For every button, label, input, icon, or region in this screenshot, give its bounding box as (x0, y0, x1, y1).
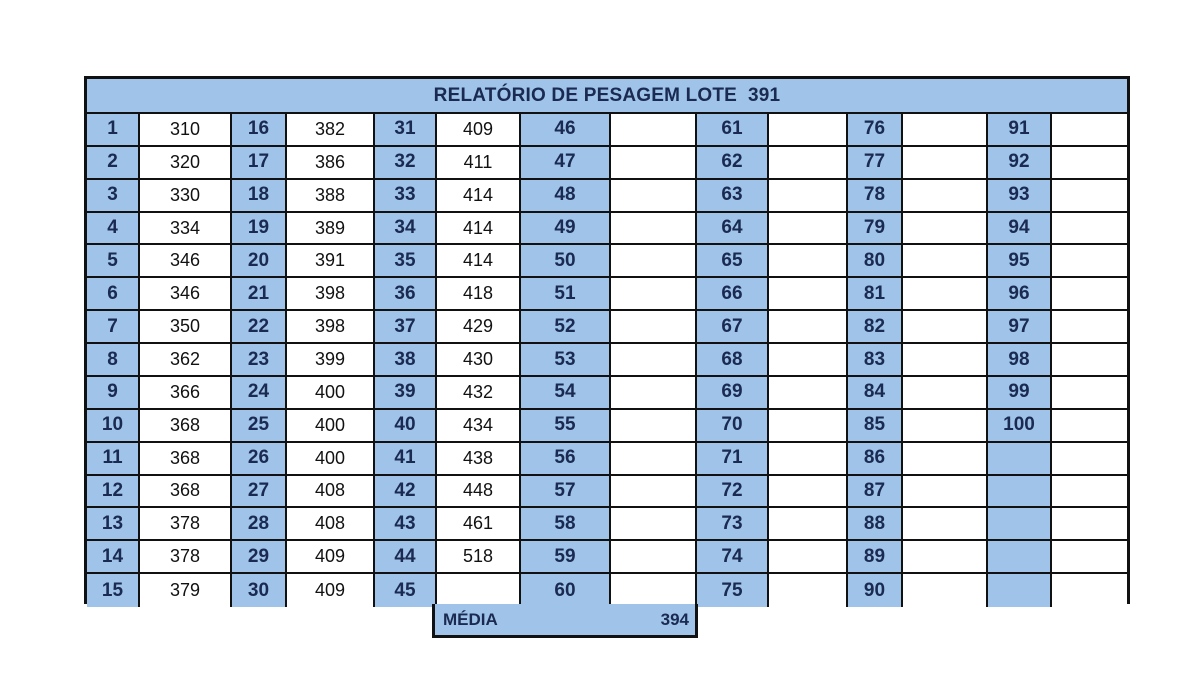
lot-number-cell: 48 (521, 180, 611, 213)
weight-value-cell (903, 476, 988, 509)
weight-value-cell: 350 (140, 311, 232, 344)
weight-value-cell (611, 377, 697, 410)
lot-number-cell: 34 (375, 213, 437, 246)
weight-value-cell (1052, 344, 1127, 377)
lot-number-cell: 28 (232, 508, 287, 541)
lot-number-cell: 99 (988, 377, 1052, 410)
lot-number-cell: 75 (697, 574, 769, 607)
weight-value-cell: 448 (437, 476, 521, 509)
lot-number-cell: 79 (848, 213, 903, 246)
lot-number-cell: 43 (375, 508, 437, 541)
lot-number-cell: 44 (375, 541, 437, 574)
lot-number-cell: 92 (988, 147, 1052, 180)
lot-number-cell: 67 (697, 311, 769, 344)
weight-value-cell (1052, 377, 1127, 410)
weight-value-cell: 398 (287, 311, 375, 344)
weight-value-cell: 382 (287, 114, 375, 147)
weight-value-cell (611, 213, 697, 246)
lot-number-cell: 26 (232, 443, 287, 476)
weight-value-cell (769, 213, 848, 246)
weight-value-cell (611, 147, 697, 180)
lot-number-cell: 55 (521, 410, 611, 443)
weight-value-cell (611, 344, 697, 377)
lot-number-cell: 18 (232, 180, 287, 213)
weight-value-cell (1052, 114, 1127, 147)
lot-number-cell: 22 (232, 311, 287, 344)
weight-value-cell: 346 (140, 278, 232, 311)
lot-number-cell: 5 (87, 245, 140, 278)
lot-number-cell: 36 (375, 278, 437, 311)
weight-value-cell (1052, 574, 1127, 607)
lot-number-cell: 95 (988, 245, 1052, 278)
lot-number-cell: 27 (232, 476, 287, 509)
weight-value-cell (611, 476, 697, 509)
lot-number-cell: 62 (697, 147, 769, 180)
weight-value-cell: 320 (140, 147, 232, 180)
lot-number-cell: 68 (697, 344, 769, 377)
weight-value-cell (903, 147, 988, 180)
lot-number-cell: 30 (232, 574, 287, 607)
report-title: RELATÓRIO DE PESAGEM LOTE 391 (87, 79, 1127, 114)
lot-number-cell: 76 (848, 114, 903, 147)
weight-value-cell (769, 377, 848, 410)
lot-number-cell: 78 (848, 180, 903, 213)
lot-number-cell: 71 (697, 443, 769, 476)
weight-value-cell: 346 (140, 245, 232, 278)
weight-value-cell: 400 (287, 410, 375, 443)
lot-number-cell: 91 (988, 114, 1052, 147)
weight-value-cell: 430 (437, 344, 521, 377)
lot-number-cell: 70 (697, 410, 769, 443)
weight-value-cell (769, 508, 848, 541)
lot-number-cell: 85 (848, 410, 903, 443)
lot-number-cell: 53 (521, 344, 611, 377)
weight-value-cell: 398 (287, 278, 375, 311)
lot-number-cell: 84 (848, 377, 903, 410)
lot-number-cell: 14 (87, 541, 140, 574)
lot-number-cell: 80 (848, 245, 903, 278)
weight-value-cell (611, 245, 697, 278)
weight-value-cell (903, 541, 988, 574)
lot-number-cell: 65 (697, 245, 769, 278)
weight-value-cell (769, 147, 848, 180)
lot-number-cell: 90 (848, 574, 903, 607)
lot-number-cell: 100 (988, 410, 1052, 443)
lot-number-cell: 93 (988, 180, 1052, 213)
weight-value-cell (769, 476, 848, 509)
weight-value-cell (769, 344, 848, 377)
lot-number-cell: 42 (375, 476, 437, 509)
lot-number-cell: 54 (521, 377, 611, 410)
lot-number-cell: 66 (697, 278, 769, 311)
weight-value-cell (903, 213, 988, 246)
lot-number-cell: 41 (375, 443, 437, 476)
weight-value-cell: 408 (287, 476, 375, 509)
lot-number-cell: 81 (848, 278, 903, 311)
lot-number-cell: 98 (988, 344, 1052, 377)
weight-value-cell: 400 (287, 443, 375, 476)
lot-number-cell: 49 (521, 213, 611, 246)
lot-number-cell: 51 (521, 278, 611, 311)
lot-number-cell (988, 508, 1052, 541)
lot-number-cell: 29 (232, 541, 287, 574)
weight-value-cell (611, 574, 697, 607)
lot-number-cell: 52 (521, 311, 611, 344)
weight-value-cell: 409 (287, 574, 375, 607)
weight-value-cell (611, 508, 697, 541)
weight-value-cell: 414 (437, 245, 521, 278)
lot-number-cell: 69 (697, 377, 769, 410)
weight-value-cell (769, 443, 848, 476)
lot-number-cell: 3 (87, 180, 140, 213)
weight-value-cell: 391 (287, 245, 375, 278)
weight-value-cell (903, 245, 988, 278)
weight-value-cell (1052, 213, 1127, 246)
lot-number-cell: 94 (988, 213, 1052, 246)
lot-number-cell: 73 (697, 508, 769, 541)
weight-value-cell: 368 (140, 476, 232, 509)
lot-number-cell: 83 (848, 344, 903, 377)
lot-number-cell: 97 (988, 311, 1052, 344)
weight-value-cell (769, 574, 848, 607)
lot-number-cell: 7 (87, 311, 140, 344)
lot-number-cell: 39 (375, 377, 437, 410)
lot-number-cell: 72 (697, 476, 769, 509)
lot-number-cell: 12 (87, 476, 140, 509)
lot-number-cell (988, 541, 1052, 574)
weight-value-cell: 388 (287, 180, 375, 213)
lot-number-cell: 96 (988, 278, 1052, 311)
weight-value-cell (769, 541, 848, 574)
weight-value-cell: 368 (140, 443, 232, 476)
weight-value-cell (1052, 278, 1127, 311)
lot-number-cell: 24 (232, 377, 287, 410)
lot-number-cell: 57 (521, 476, 611, 509)
weight-value-cell (1052, 147, 1127, 180)
weight-value-cell: 399 (287, 344, 375, 377)
lot-number-cell: 58 (521, 508, 611, 541)
weight-value-cell (611, 114, 697, 147)
weight-value-cell (1052, 410, 1127, 443)
weighing-report-table (84, 76, 1130, 604)
weight-value-cell: 400 (287, 377, 375, 410)
lot-number-cell: 15 (87, 574, 140, 607)
weight-value-cell: 408 (287, 508, 375, 541)
lot-number-cell (988, 476, 1052, 509)
lot-number-cell: 10 (87, 410, 140, 443)
weight-value-cell (903, 443, 988, 476)
lot-number-cell: 59 (521, 541, 611, 574)
weight-value-cell (437, 574, 521, 607)
lot-number-cell: 45 (375, 574, 437, 607)
lot-number-cell: 40 (375, 410, 437, 443)
weight-value-cell (611, 541, 697, 574)
weight-value-cell (1052, 541, 1127, 574)
lot-number-cell: 31 (375, 114, 437, 147)
weight-value-cell (769, 410, 848, 443)
lot-number-cell: 2 (87, 147, 140, 180)
lot-number-cell: 89 (848, 541, 903, 574)
weight-value-cell: 368 (140, 410, 232, 443)
weight-value-cell (611, 278, 697, 311)
average-label: MÉDIA (443, 609, 498, 629)
lot-number-cell: 74 (697, 541, 769, 574)
weight-value-cell: 461 (437, 508, 521, 541)
lot-number-cell: 23 (232, 344, 287, 377)
lot-number-cell: 38 (375, 344, 437, 377)
weight-value-cell: 429 (437, 311, 521, 344)
lot-number-cell: 35 (375, 245, 437, 278)
weight-value-cell: 379 (140, 574, 232, 607)
lot-number-cell: 61 (697, 114, 769, 147)
weight-value-cell (903, 377, 988, 410)
lot-number-cell: 6 (87, 278, 140, 311)
weight-value-cell (1052, 476, 1127, 509)
weight-value-cell: 418 (437, 278, 521, 311)
lot-number-cell: 64 (697, 213, 769, 246)
weight-value-cell: 386 (287, 147, 375, 180)
weight-value-cell (903, 114, 988, 147)
lot-number-cell: 32 (375, 147, 437, 180)
lot-number-cell: 20 (232, 245, 287, 278)
weight-value-cell: 438 (437, 443, 521, 476)
weight-value-cell (1052, 311, 1127, 344)
lot-number-cell: 21 (232, 278, 287, 311)
lot-number-cell (988, 443, 1052, 476)
lot-number-cell: 47 (521, 147, 611, 180)
weight-value-cell (903, 278, 988, 311)
weight-value-cell (903, 574, 988, 607)
weight-value-cell (903, 311, 988, 344)
lot-number-cell: 4 (87, 213, 140, 246)
weight-value-cell (769, 180, 848, 213)
weight-value-cell: 310 (140, 114, 232, 147)
lot-number-cell: 13 (87, 508, 140, 541)
weight-value-cell (1052, 245, 1127, 278)
lot-number-cell (988, 574, 1052, 607)
lot-number-cell: 33 (375, 180, 437, 213)
weight-value-cell (611, 180, 697, 213)
average-value: 394 (660, 609, 689, 629)
lot-number-cell: 77 (848, 147, 903, 180)
weight-value-cell: 414 (437, 180, 521, 213)
lot-number-cell: 16 (232, 114, 287, 147)
weight-value-cell (903, 180, 988, 213)
weight-value-cell: 409 (287, 541, 375, 574)
weight-value-cell (1052, 443, 1127, 476)
weight-value-cell: 334 (140, 213, 232, 246)
lot-number-cell: 17 (232, 147, 287, 180)
weight-value-cell (769, 278, 848, 311)
lot-number-cell: 50 (521, 245, 611, 278)
lot-number-cell: 88 (848, 508, 903, 541)
lot-number-cell: 37 (375, 311, 437, 344)
lot-number-cell: 87 (848, 476, 903, 509)
lot-number-cell: 56 (521, 443, 611, 476)
lot-number-cell: 86 (848, 443, 903, 476)
weight-value-cell (903, 508, 988, 541)
lot-number-cell: 11 (87, 443, 140, 476)
weight-value-cell: 518 (437, 541, 521, 574)
lot-number-cell: 1 (87, 114, 140, 147)
weight-value-cell (769, 245, 848, 278)
average-box (432, 604, 698, 638)
weight-value-cell: 411 (437, 147, 521, 180)
weight-value-cell (1052, 180, 1127, 213)
weight-value-cell: 378 (140, 541, 232, 574)
lot-number-cell: 82 (848, 311, 903, 344)
lot-number-cell: 60 (521, 574, 611, 607)
weight-value-cell: 432 (437, 377, 521, 410)
weight-value-cell: 378 (140, 508, 232, 541)
lot-number-cell: 63 (697, 180, 769, 213)
lot-number-cell: 46 (521, 114, 611, 147)
weight-value-cell: 389 (287, 213, 375, 246)
weight-value-cell: 434 (437, 410, 521, 443)
lot-number-cell: 19 (232, 213, 287, 246)
lot-number-cell: 8 (87, 344, 140, 377)
weight-value-cell (1052, 508, 1127, 541)
lot-number-cell: 9 (87, 377, 140, 410)
weight-value-cell (611, 443, 697, 476)
weight-value-cell (769, 311, 848, 344)
lot-number-cell: 25 (232, 410, 287, 443)
weight-value-cell: 362 (140, 344, 232, 377)
weight-value-cell: 409 (437, 114, 521, 147)
weight-value-cell (903, 344, 988, 377)
weight-value-cell (903, 410, 988, 443)
weight-value-cell: 414 (437, 213, 521, 246)
weight-value-cell: 330 (140, 180, 232, 213)
weight-value-cell (769, 114, 848, 147)
weight-value-cell: 366 (140, 377, 232, 410)
weight-value-cell (611, 410, 697, 443)
weight-value-cell (611, 311, 697, 344)
